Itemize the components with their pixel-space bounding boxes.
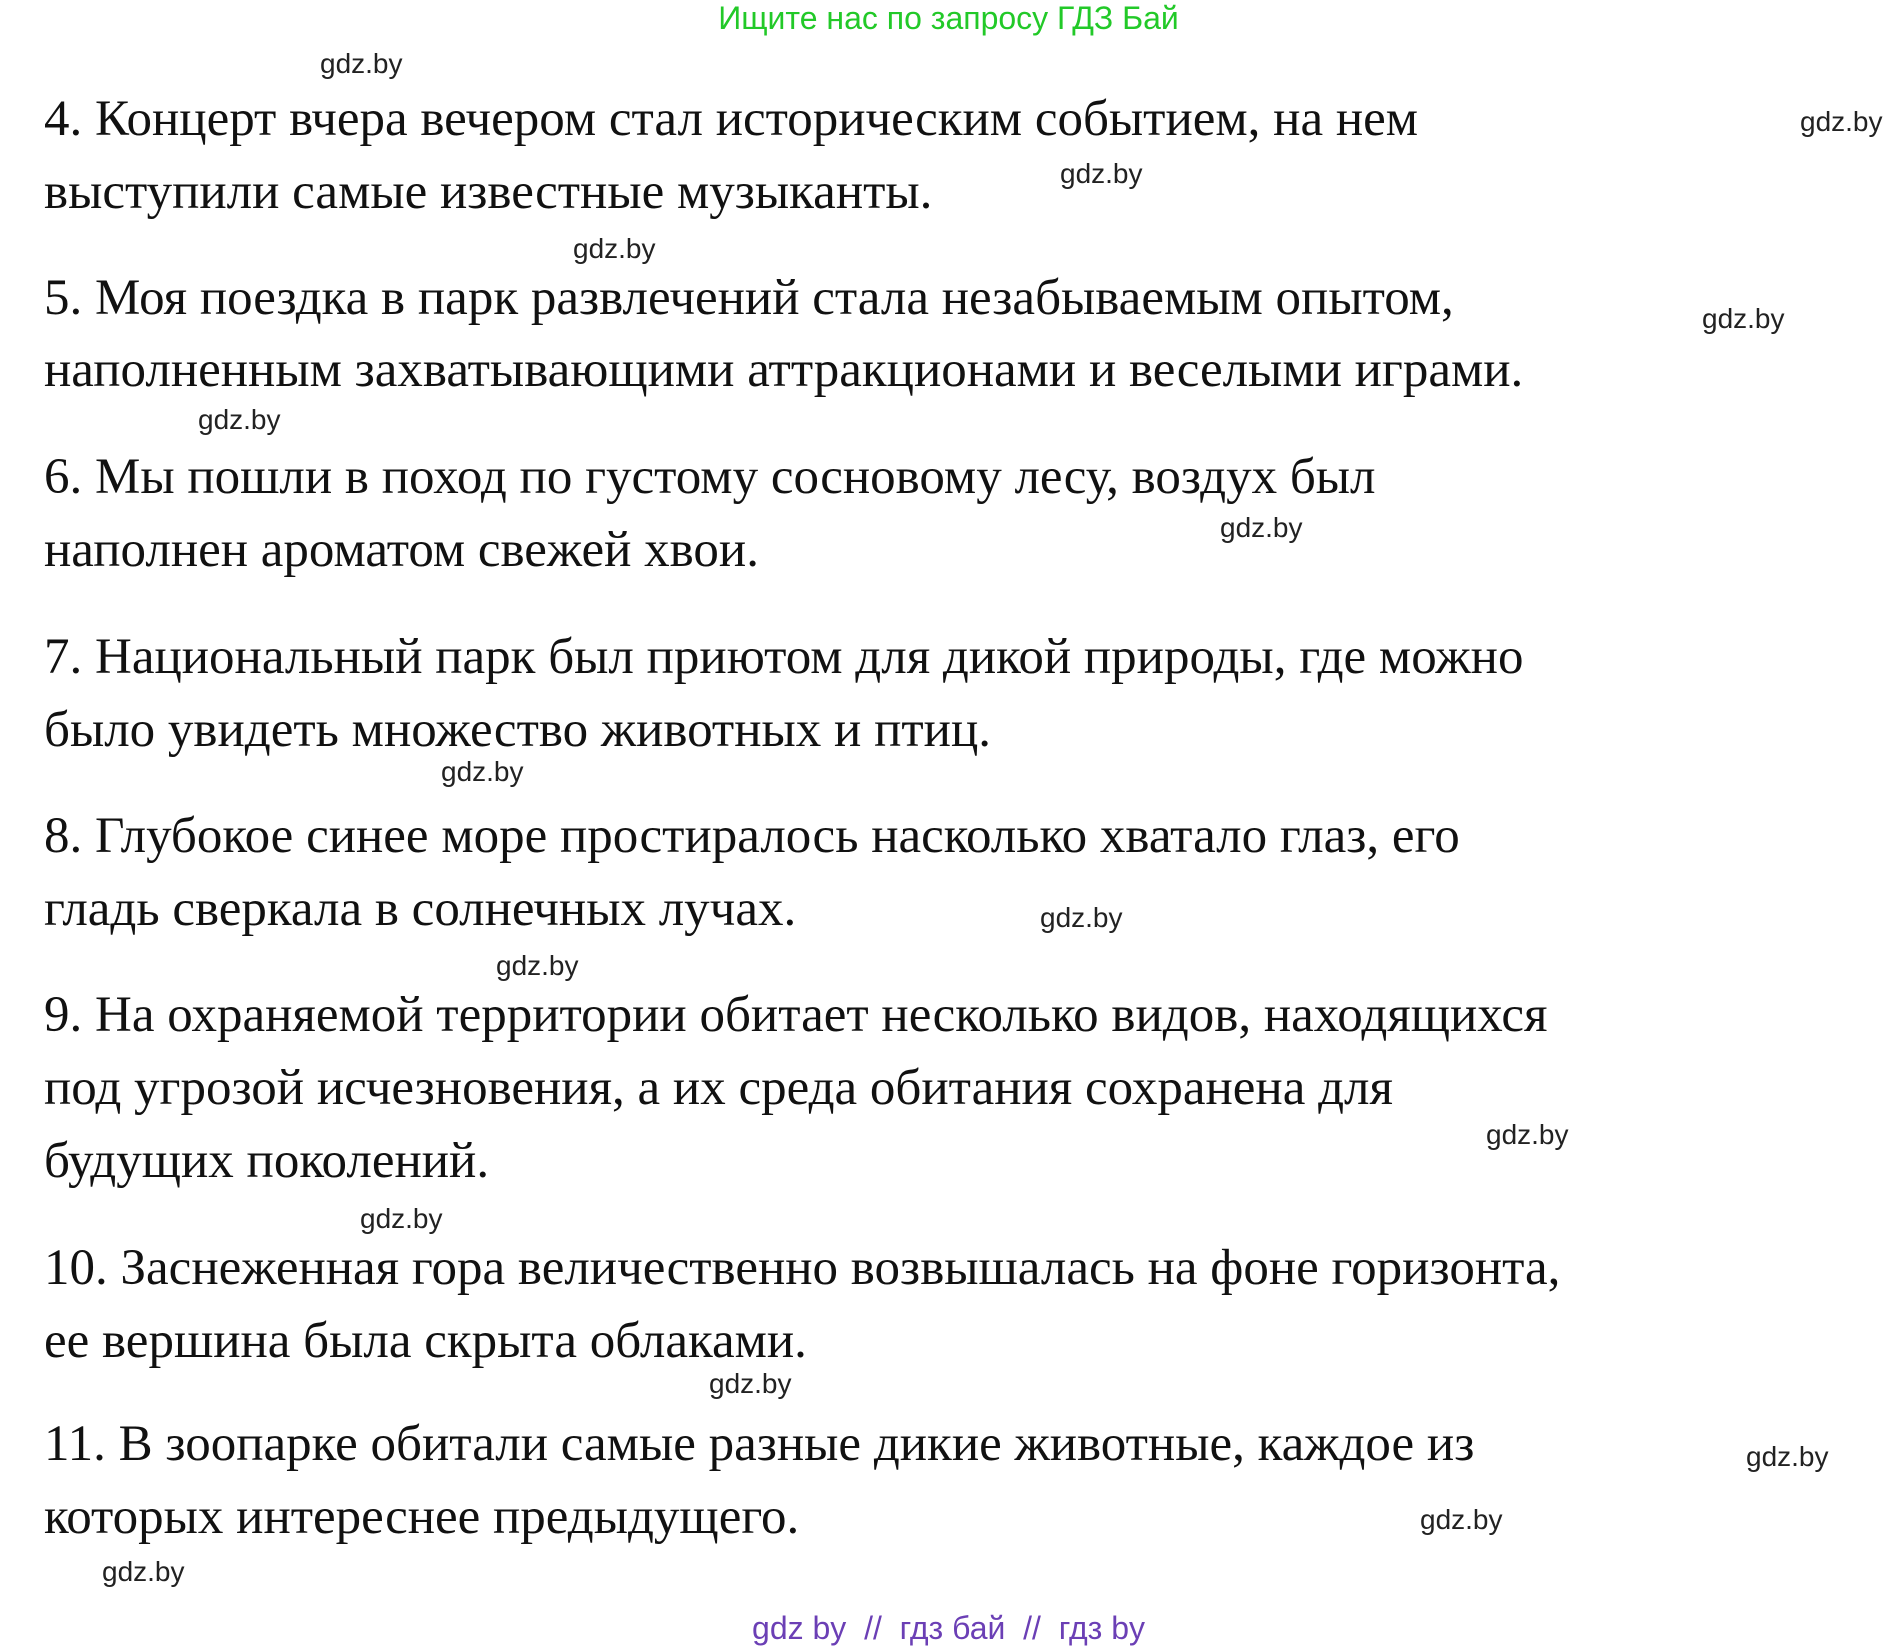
watermark: gdz.by bbox=[198, 404, 281, 435]
watermark: gdz.by bbox=[1420, 1504, 1503, 1535]
watermark: gdz.by bbox=[573, 233, 656, 264]
watermark: gdz.by bbox=[102, 1556, 185, 1587]
search-hint-banner: Ищите нас по запросу ГДЗ Бай bbox=[718, 0, 1179, 36]
answer-6-line-1: 6. Мы пошли в поход по густому сосновому лесу, воздух был bbox=[44, 449, 1376, 505]
footer-links: gdz by // гдз бай // гдз by bbox=[752, 1610, 1145, 1646]
watermark: gdz.by bbox=[1486, 1119, 1569, 1150]
watermark: gdz.by bbox=[320, 48, 403, 79]
watermark: gdz.by bbox=[1060, 158, 1143, 189]
answer-11-line-1: 11. В зоопарке обитали самые разные дикие животные, каждое из bbox=[44, 1416, 1475, 1472]
answer-9-line-3: будущих поколений. bbox=[44, 1133, 490, 1189]
answer-10-line-1: 10. Заснеженная гора величественно возвышалась на фоне горизонта, bbox=[44, 1240, 1561, 1296]
answer-4-line-2: выступили самые известные музыканты. bbox=[44, 164, 933, 220]
answer-8-line-1: 8. Глубокое синее море простиралось насколько хватало глаз, его bbox=[44, 808, 1460, 864]
answer-9-line-2: под угрозой исчезновения, а их среда обитания сохранена для bbox=[44, 1060, 1393, 1116]
answer-6-line-2: наполнен ароматом свежей хвои. bbox=[44, 522, 759, 578]
answer-4-line-1: 4. Концерт вчера вечером стал историческим событием, на нем bbox=[44, 91, 1419, 147]
answer-5-line-2: наполненным захватывающими аттракционами и веселыми играми. bbox=[44, 342, 1524, 398]
watermark: gdz.by bbox=[1746, 1441, 1829, 1472]
answer-5-line-1: 5. Моя поездка в парк развлечений стала незабываемым опытом, bbox=[44, 270, 1454, 326]
watermark: gdz.by bbox=[1800, 106, 1883, 137]
answer-10-line-2: ее вершина была скрыта облаками. bbox=[44, 1313, 807, 1369]
watermark: gdz.by bbox=[709, 1368, 792, 1399]
watermark: gdz.by bbox=[1220, 512, 1303, 543]
answer-8-line-2: гладь сверкала в солнечных лучах. bbox=[44, 881, 797, 937]
answer-9-line-1: 9. На охраняемой территории обитает несколько видов, находящихся bbox=[44, 987, 1548, 1043]
watermark: gdz.by bbox=[496, 950, 579, 981]
answer-11-line-2: которых интереснее предыдущего. bbox=[44, 1489, 800, 1545]
answer-7-line-2: было увидеть множество животных и птиц. bbox=[44, 702, 991, 758]
watermark: gdz.by bbox=[1702, 303, 1785, 334]
watermark: gdz.by bbox=[360, 1203, 443, 1234]
watermark: gdz.by bbox=[1040, 902, 1123, 933]
answer-7-line-1: 7. Национальный парк был приютом для дикой природы, где можно bbox=[44, 629, 1524, 685]
watermark: gdz.by bbox=[441, 756, 524, 787]
